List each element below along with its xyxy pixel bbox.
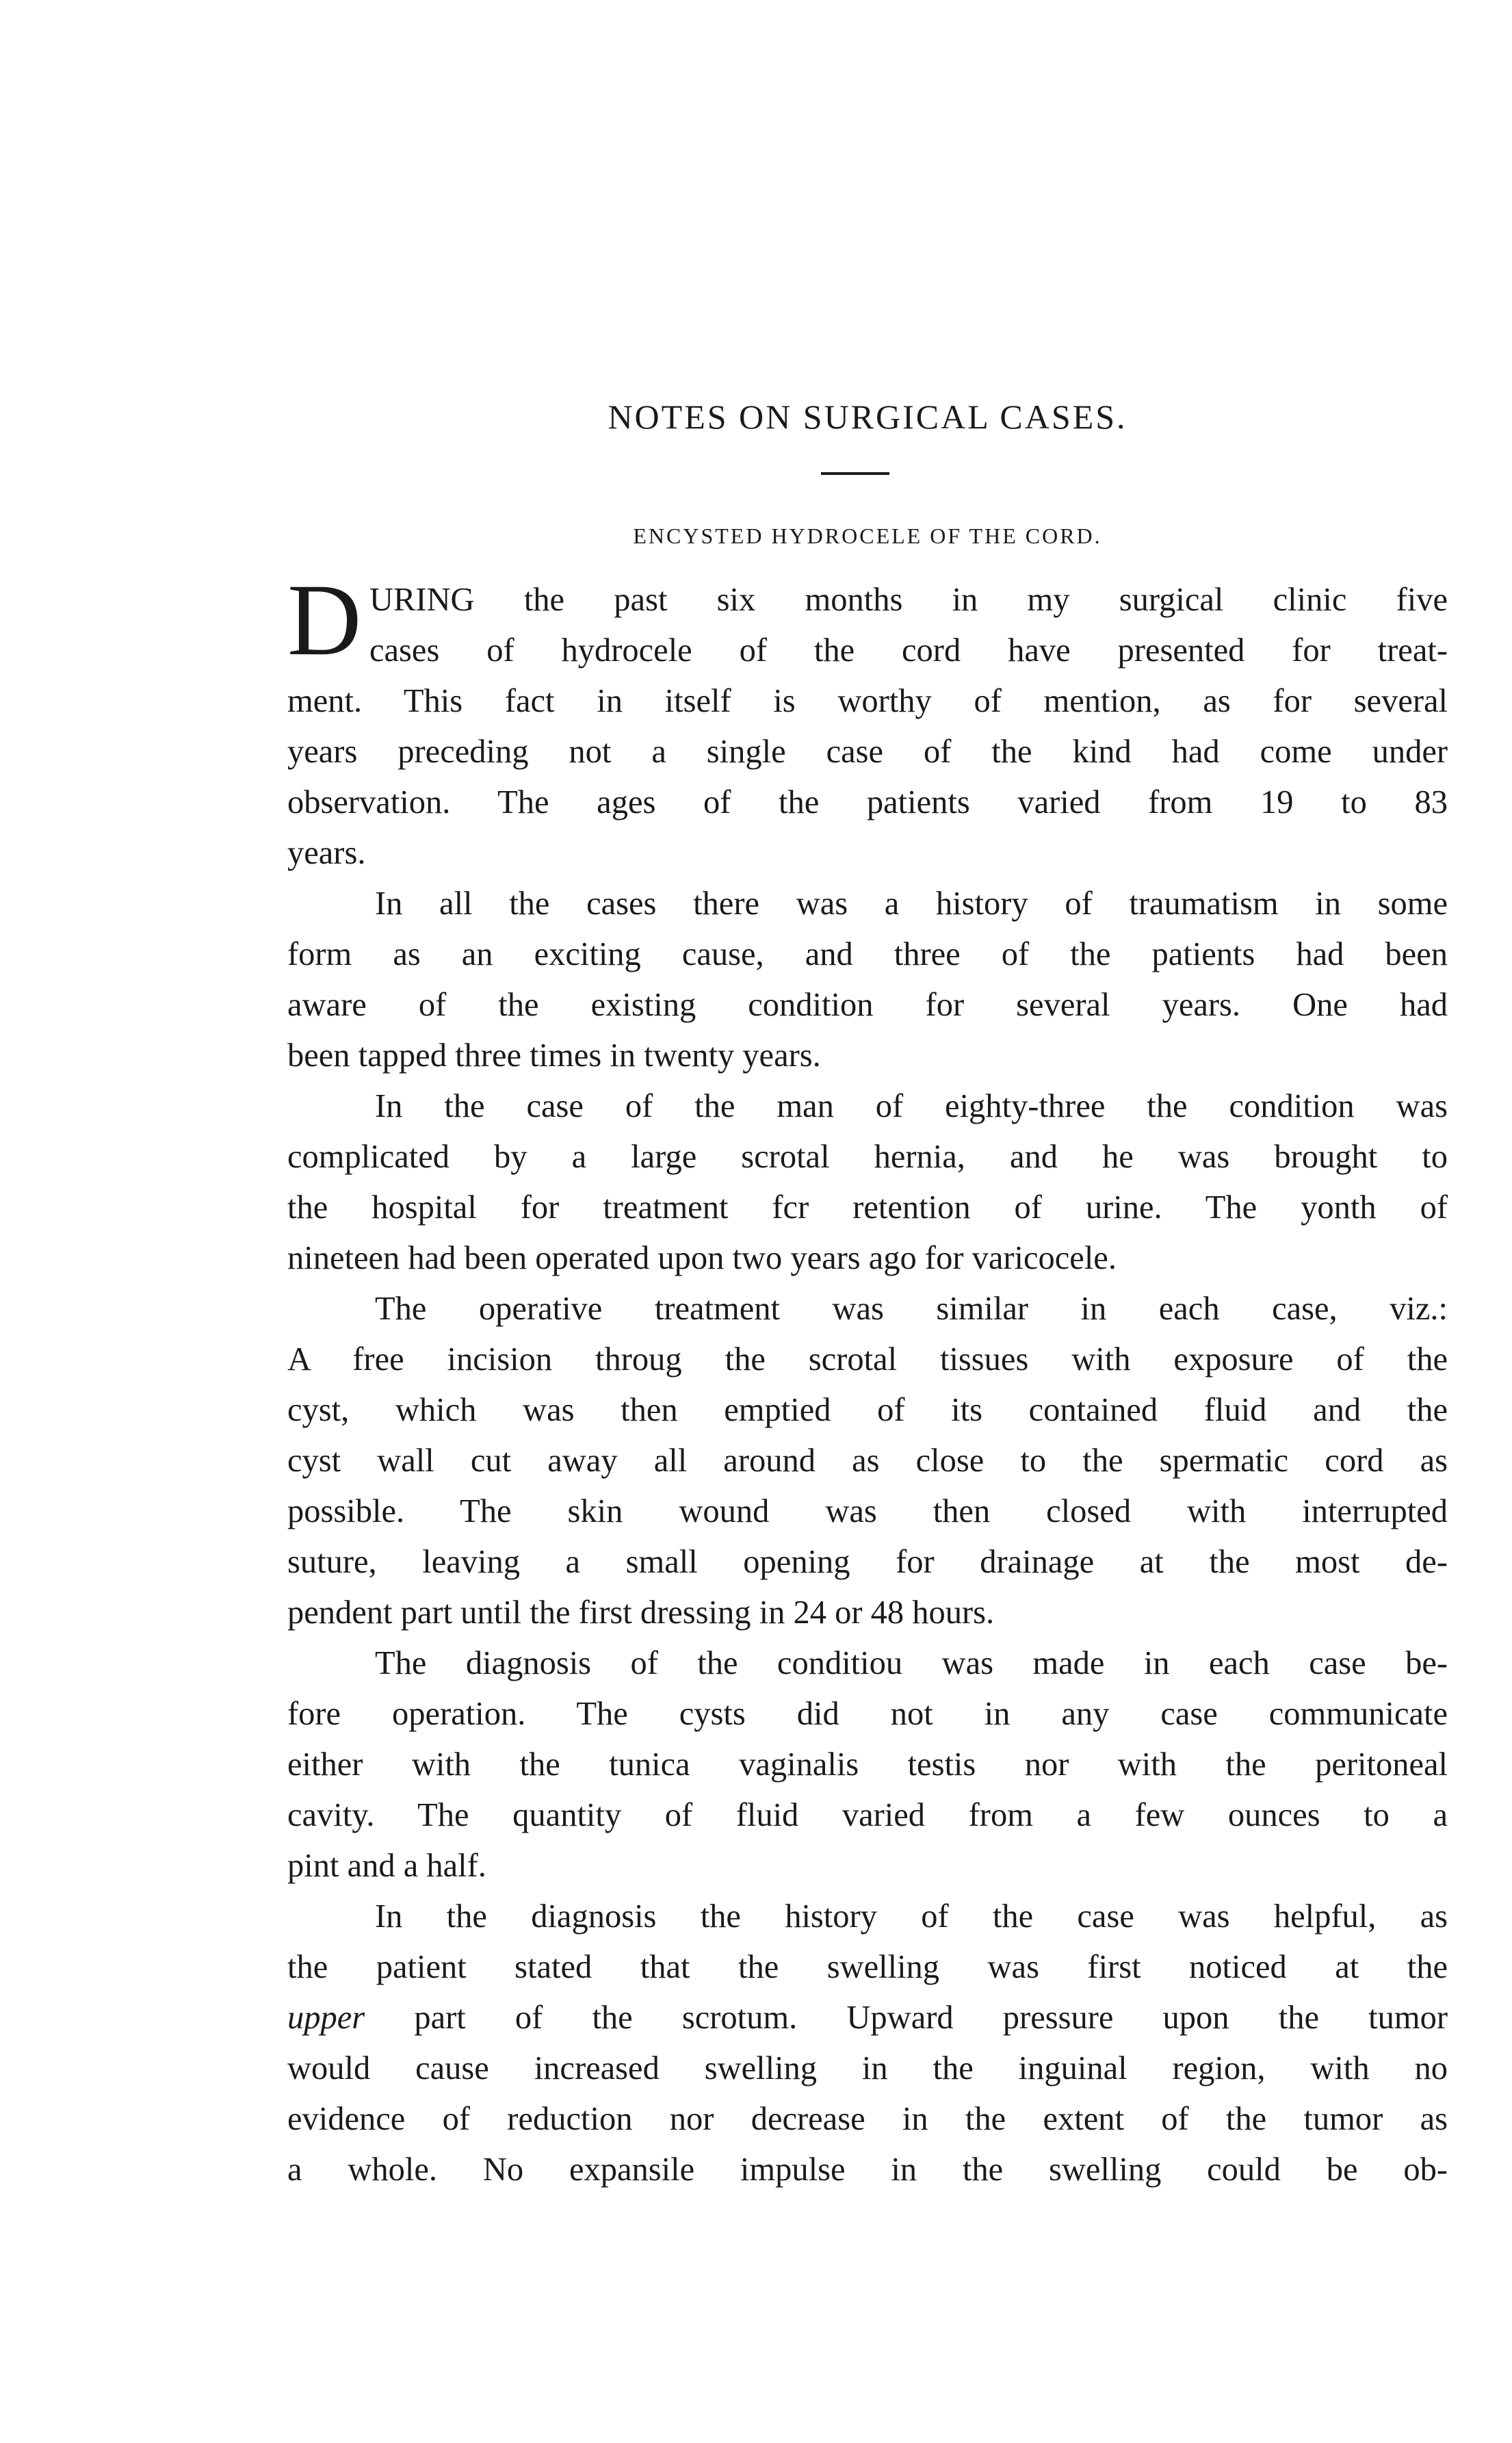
text-line: complicated by a large scrotal hernia, and he was brought to xyxy=(287,1139,1448,1175)
text-line: ment. This fact in itself is worthy of mention, as for several xyxy=(287,683,1448,719)
text-line: URING the past six months in my surgical clinic five xyxy=(369,582,1448,618)
text-line: years. xyxy=(287,835,366,871)
text-line: cavity. The quantity of fluid varied from a few ounces to a xyxy=(287,1797,1448,1833)
body-text xyxy=(287,563,1448,2195)
text-line: the patient stated that the swelling was first noticed at the xyxy=(287,1949,1448,1985)
text-line: the hospital for treatment fcr retention of urine. The yonth of xyxy=(287,1189,1448,1226)
text-line: pendent part until the first dressing in 24 or 48 hours. xyxy=(287,1594,995,1631)
text-line: upper part of the scrotum. Upward pressure upon the tumor xyxy=(287,2000,1448,2036)
text-line: In the case of the man of eighty-three the condition was xyxy=(375,1088,1448,1124)
document-page xyxy=(287,0,1448,2443)
text-line: evidence of reduction nor decrease in the extent of the tumor as xyxy=(287,2101,1448,2137)
text-line: been tapped three times in twenty years. xyxy=(287,1037,821,1074)
title-divider xyxy=(821,472,889,475)
text-line: either with the tunica vaginalis testis nor with the peritoneal xyxy=(287,1746,1448,1783)
text-line: The diagnosis of the conditiou was made in each case be- xyxy=(375,1645,1448,1681)
text-line: suture, leaving a small opening for drainage at the most de- xyxy=(287,1544,1448,1580)
text-line: aware of the existing condition for several years. One had xyxy=(287,987,1448,1023)
text-line: The operative treatment was similar in each case, viz.: xyxy=(375,1291,1448,1327)
emphasis: upper xyxy=(287,2000,365,2036)
text-line: possible. The skin wound was then closed with interrupted xyxy=(287,1493,1448,1529)
text-line: In all the cases there was a history of traumatism in some xyxy=(375,886,1448,922)
drop-cap: D xyxy=(287,563,362,677)
text-line: observation. The ages of the patients varied from 19 to 83 xyxy=(287,784,1448,820)
text-line: would cause increased swelling in the inguinal region, with no xyxy=(287,2050,1448,2086)
text-line: fore operation. The cysts did not in any case communicate xyxy=(287,1696,1448,1732)
text-line: cases of hydrocele of the cord have presented for treat- xyxy=(369,632,1448,669)
text-line: nineteen had been operated upon two years ago for varicocele. xyxy=(287,1240,1117,1276)
text-line: years preceding not a single case of the kind had come under xyxy=(287,734,1448,770)
section-heading: ENCYSTED HYDROCELE OF THE CORD. xyxy=(633,524,1102,548)
text-line: cyst, which was then emptied of its contained fluid and the xyxy=(287,1392,1448,1428)
text-line: A free incision throug the scrotal tissues with exposure of the xyxy=(287,1341,1448,1378)
text-line: In the diagnosis the history of the case was helpful, as xyxy=(375,1898,1448,1935)
page-title: NOTES ON SURGICAL CASES. xyxy=(608,398,1128,436)
text-line: form as an exciting cause, and three of the patients had been xyxy=(287,936,1448,972)
text-line: pint and a half. xyxy=(287,1848,486,1884)
text-line: cyst wall cut away all around as close to the spermatic cord as xyxy=(287,1443,1448,1479)
text-line: a whole. No expansile impulse in the swelling could be ob- xyxy=(287,2151,1448,2188)
